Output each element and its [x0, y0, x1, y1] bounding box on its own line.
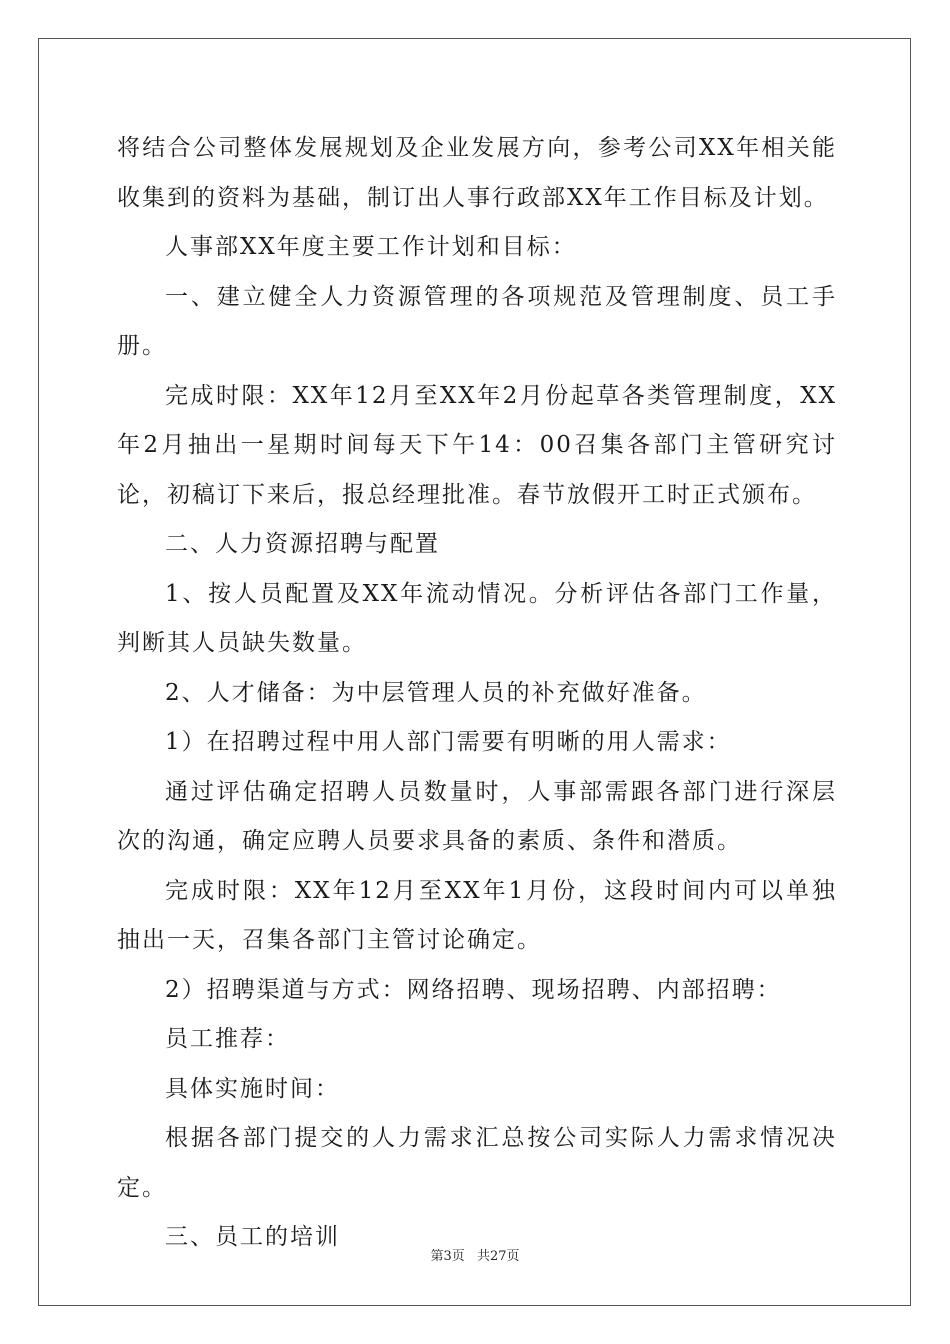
- paragraph-referral: 员工推荐：: [165, 1026, 290, 1052]
- paragraph-evaluation: 通过评估确定招聘人员数量时，人事部需跟各部门进行深层次的沟通，确定应聘人员要求具备的素质、条件和潜质。: [117, 778, 837, 854]
- paragraph-schedule: 具体实施时间：: [165, 1075, 340, 1102]
- section-heading-1: 一、建立健全人力资源管理的各项规范及管理制度、员工手册。: [117, 283, 837, 359]
- page-total: 共27页: [476, 1249, 520, 1264]
- paragraph-plan-heading: 人事部XX年度主要工作计划和目标：: [165, 234, 577, 260]
- paragraph-item-2: 2、人才储备：为中层管理人员的补充做好准备。: [165, 679, 707, 706]
- paragraph-decision: 根据各部门提交的人力需求汇总按公司实际人力需求情况决定。: [117, 1125, 837, 1201]
- document-body: [117, 124, 837, 1263]
- section-heading-3: 三、员工的培训: [165, 1224, 340, 1250]
- paragraph-deadline-1: 完成时限：XX年12月至XX年2月份起草各类管理制度，XX年2月抽出一星期时间每天下午14：00召集各部门主管研究讨论，初稿订下来后，报总经理批准。春节放假开工时正式颁布。: [117, 382, 837, 508]
- page-number: 第3页: [430, 1249, 465, 1264]
- paragraph-subitem-2: 2）招聘渠道与方式：网络招聘、现场招聘、内部招聘：: [165, 976, 782, 1003]
- paragraph-intro: 将结合公司整体发展规划及企业发展方向，参考公司XX年相关能收集到的资料为基础，制订出人事行政部XX年工作目标及计划。: [117, 135, 837, 211]
- page-footer: [0, 1245, 950, 1264]
- paragraph-deadline-2: 完成时限：XX年12月至XX年1月份，这段时间内可以单独抽出一天，召集各部门主管讨论确定。: [117, 877, 837, 953]
- section-heading-2: 二、人力资源招聘与配置: [165, 531, 440, 557]
- paragraph-subitem-1: 1）在招聘过程中用人部门需要有明晰的用人需求：: [165, 729, 732, 755]
- paragraph-item-1: 1、按人员配置及XX年流动情况。分析评估各部门工作量，判断其人员缺失数量。: [117, 580, 837, 656]
